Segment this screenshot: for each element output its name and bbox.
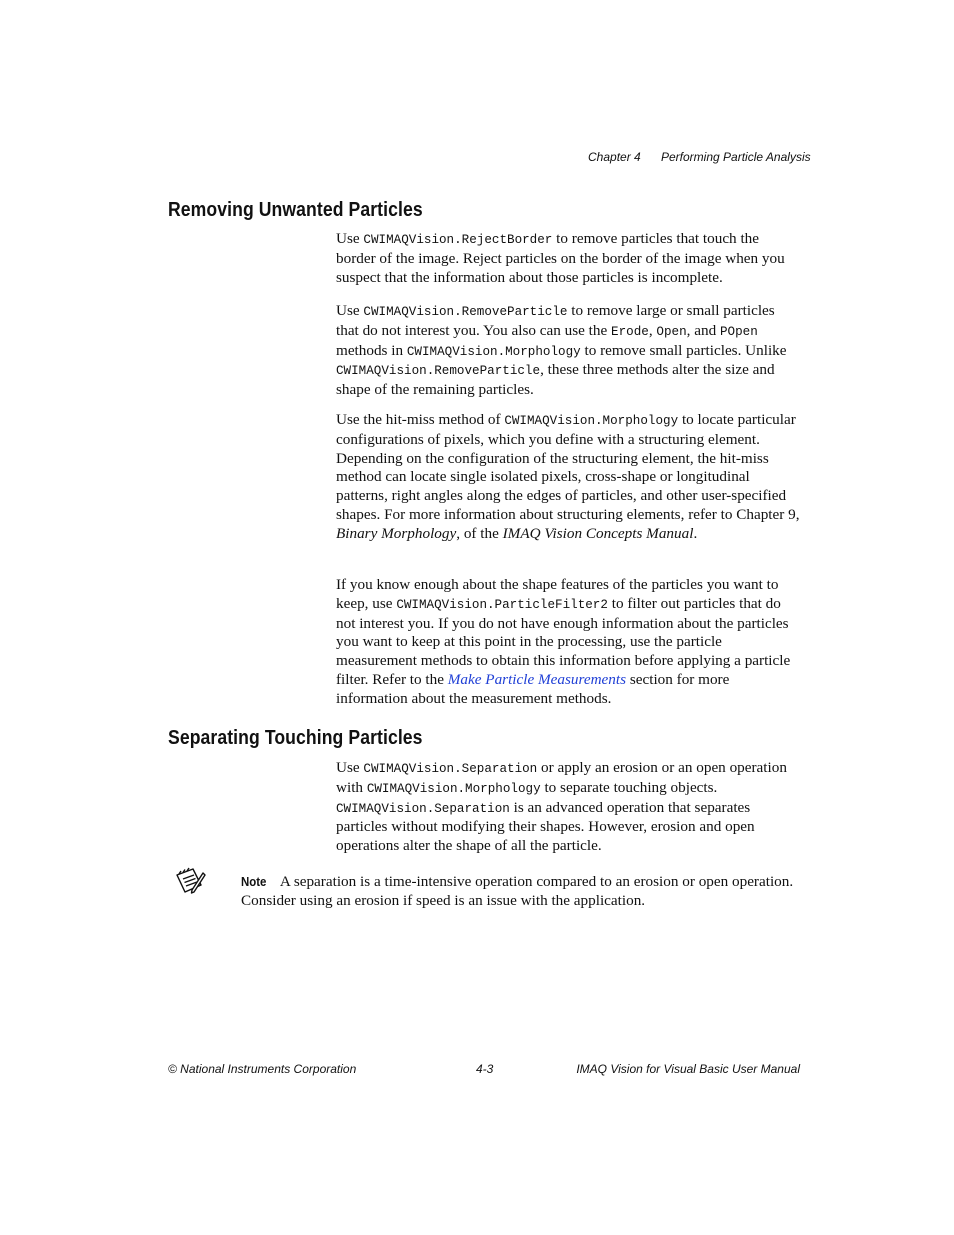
footer-page-number: 4-3 (476, 1062, 494, 1076)
header-chapter-title: Performing Particle Analysis (661, 150, 811, 164)
paragraph-remove-particle: Use CWIMAQVision.RemoveParticle to remove large or small particles that do not interest you. You also can use the Erode, Open, and POpen methods in CWIMAQVision.Morphology to remove small particles. Unlike CWIMAQVision.RemoveParticle, these three methods alter the size and shape of the remaining particles. (336, 302, 787, 399)
section-heading-separating: Separating Touching Particles (168, 727, 423, 749)
header-chapter: Chapter 4 (588, 150, 641, 164)
paragraph-separation: Use CWIMAQVision.Separation or apply an erosion or an open operation with CWIMAQVision.Morphology to separate touching objects. CWIMAQVision.Separation is an advanced operation that separates particles without modifying their shapes. However, erosion and open operations alter the shape of all the particle. (336, 759, 787, 855)
code-particle-filter: CWIMAQVision.ParticleFilter2 (396, 597, 608, 612)
note-pad-icon (174, 866, 206, 896)
code-separation: CWIMAQVision.Separation (363, 762, 538, 776)
footer-copyright: © National Instruments Corporation (168, 1062, 357, 1076)
ref-concepts-manual: IMAQ Vision Concepts Manual (502, 524, 694, 542)
note-text: A separation is a time-intensive operation compared to an erosion or open operation. Consider using an erosion if speed is an issue with the application. (241, 873, 794, 909)
code-morphology-hitmiss: CWIMAQVision.Morphology (504, 414, 679, 428)
paragraph-reject-border: Use CWIMAQVision.RejectBorder to remove particles that touch the border of the image. Reject particles on the border of the image when you suspect that the information about those particles is incomplete. (336, 230, 785, 286)
code-popen: POpen (719, 324, 758, 339)
link-make-particle-measurements[interactable]: Make Particle Measurements (447, 670, 627, 688)
section-heading-removing: Removing Unwanted Particles (168, 199, 423, 221)
code-morphology: CWIMAQVision.Morphology (406, 344, 581, 359)
code-remove-particle: CWIMAQVision.RemoveParticle (363, 305, 568, 319)
paragraph-hit-miss: Use the hit-miss method of CWIMAQVision.Morphology to locate particular configurations of pixels, which you define with a structuring element. Depending on the configuration of the structuring element, the hit-miss method can locate single isolated pixels, cross-shape or longitudinal patterns, right angles along the edges of particles, and other user-specified shapes. For more information about structuring elements, refer to Chapter 9, Binary Morphology, of the IMAQ Vision Concepts Manual. (336, 411, 800, 542)
code-reject-border: CWIMAQVision.RejectBorder (363, 233, 553, 247)
code-open: Open (656, 324, 687, 339)
note-block (241, 873, 801, 911)
footer-manual-title: IMAQ Vision for Visual Basic User Manual (576, 1062, 800, 1076)
code-separation-2: CWIMAQVision.Separation (336, 801, 510, 816)
code-erode: Erode (611, 324, 649, 339)
code-remove-particle-2: CWIMAQVision.RemoveParticle (336, 364, 541, 379)
paragraph-particle-filter: If you know enough about the shape features of the particles you want to keep, use CWIMAQVision.ParticleFilter2 to filter out particles that do not interest you. If you do not have enough information about the particles you want to keep at this point in the processing, use the particle measurement methods to obtain this information before applying a particle filter. Refer to the Make Particle Measurements section for more information about the measurement methods. (336, 576, 791, 707)
code-morphology-sep: CWIMAQVision.Morphology (366, 781, 541, 796)
note-label: Note (241, 874, 267, 889)
ref-binary-morphology: Binary Morphology (336, 524, 457, 542)
